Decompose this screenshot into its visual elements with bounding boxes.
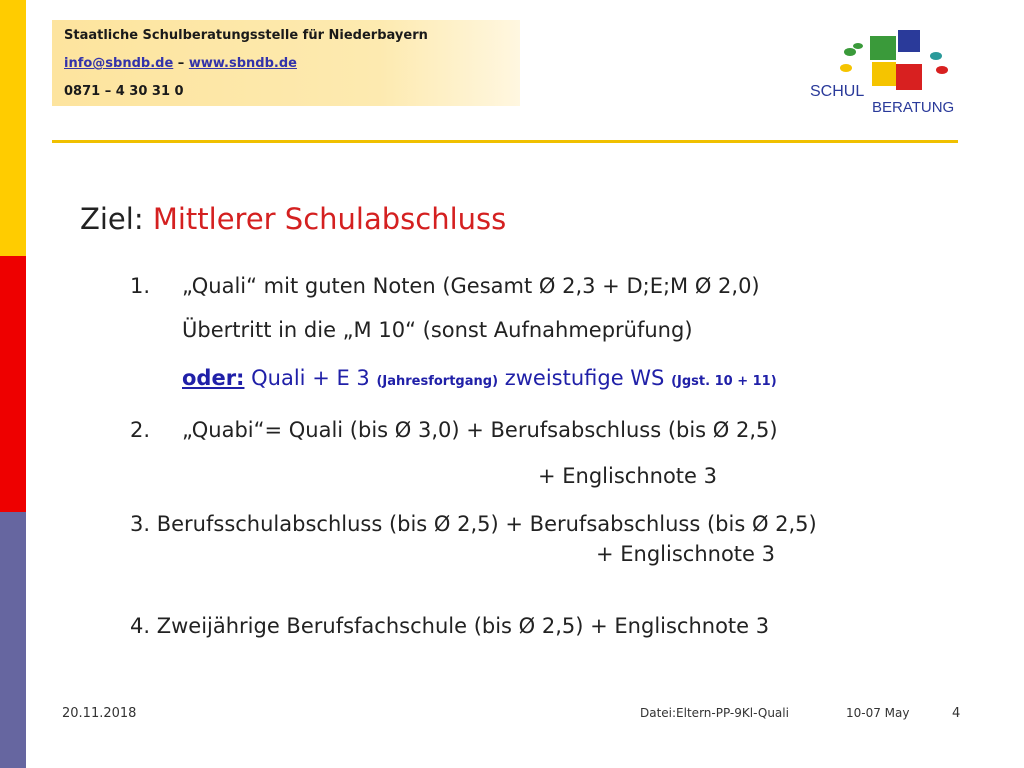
item-2-number: 2. — [130, 418, 151, 442]
left-bar-red — [0, 256, 26, 512]
oder-label: oder: — [182, 366, 245, 390]
footer-date: 20.11.2018 — [62, 706, 137, 721]
footer-filename: Datei:Eltern-PP-9Kl-Quali — [640, 706, 789, 720]
phone-number: 0871 – 4 30 31 0 — [64, 84, 184, 99]
link-separator: – — [173, 56, 189, 71]
website-link[interactable]: www.sbndb.de — [188, 56, 297, 71]
title-accent: Mittlerer Schulabschluss — [152, 202, 507, 236]
organization-name: Staatliche Schulberatungsstelle für Niederbayern — [64, 28, 428, 43]
logo-puzzle-green — [870, 36, 896, 60]
item-2-line-2: + Englischnote 3 — [538, 464, 717, 488]
ws-text: zweistufige WS — [498, 366, 672, 390]
logo-dot-red — [936, 66, 948, 74]
item-2-line-1: „Quabi“= Quali (bis Ø 3,0) + Berufsabschluss (bis Ø 2,5) — [182, 418, 778, 442]
jgst-note: (Jgst. 10 + 11) — [671, 374, 777, 389]
logo-dot-teal — [930, 52, 942, 60]
schulberatung-logo — [800, 24, 970, 124]
logo-dot-green-1 — [844, 48, 856, 56]
item-1-line-1: „Quali“ mit guten Noten (Gesamt Ø 2,3 + D;E;M Ø 2,0) — [182, 274, 760, 298]
logo-text-schul: SCHUL — [810, 83, 865, 100]
item-1-line-3 — [182, 366, 777, 390]
footer-page-number: 4 — [952, 706, 961, 721]
title-prefix: Ziel: — [80, 202, 153, 236]
logo-dot-yellow — [840, 64, 852, 72]
logo-puzzle-yellow — [872, 62, 896, 86]
item-3-line-1: 3. Berufsschulabschluss (bis Ø 2,5) + Berufsabschluss (bis Ø 2,5) — [130, 512, 817, 536]
item-3-line-2: + Englischnote 3 — [596, 542, 775, 566]
logo-puzzle-blue — [898, 30, 920, 52]
contact-links — [64, 56, 297, 71]
contact-header — [52, 20, 520, 106]
item-4-line-1: 4. Zweijährige Berufsfachschule (bis Ø 2,5) + Englischnote 3 — [130, 614, 770, 638]
item-1-line-2: Übertritt in die „M 10“ (sonst Aufnahmeprüfung) — [182, 318, 693, 342]
left-bar-yellow — [0, 0, 26, 256]
email-link[interactable]: info@sbndb.de — [64, 56, 174, 71]
logo-dot-green-2 — [853, 43, 863, 49]
logo-puzzle-red — [896, 64, 922, 90]
logo-text-beratung: BERATUNG — [872, 99, 955, 116]
jahresfortgang-note: (Jahresfortgang) — [376, 374, 499, 389]
item-1-number: 1. — [130, 274, 151, 298]
quali-e3-text: Quali + E 3 — [244, 366, 377, 390]
header-divider — [52, 140, 958, 143]
slide-title — [80, 202, 506, 236]
footer-version: 10-07 May — [846, 706, 910, 720]
left-bar-blue — [0, 512, 26, 768]
